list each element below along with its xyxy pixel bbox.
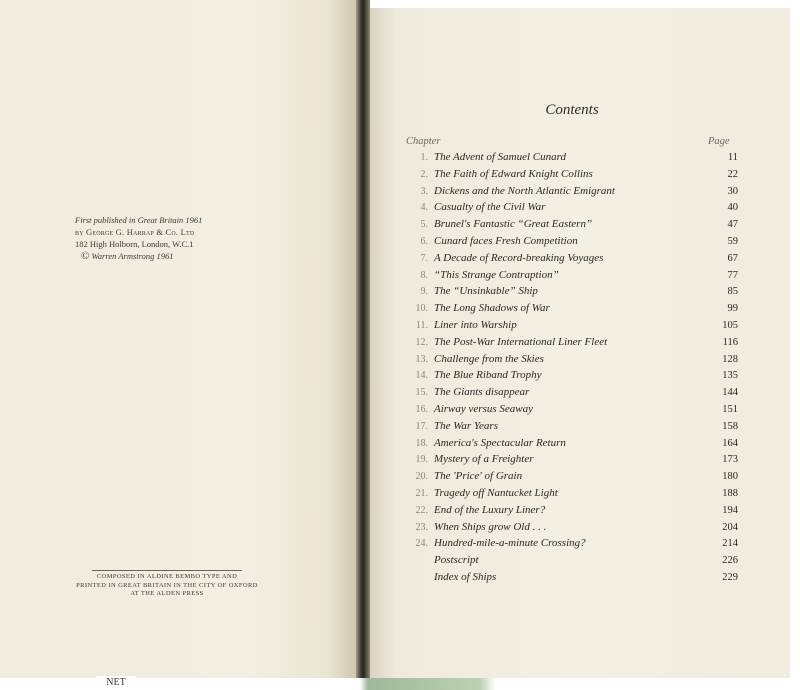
- toc-row: [398, 368, 738, 385]
- chapter-title: Casualty of the Civil War: [434, 201, 546, 214]
- page-number: 204: [722, 521, 738, 533]
- colophon-line-2: PRINTED IN GREAT BRITAIN IN THE CITY OF OXFORD: [76, 581, 258, 589]
- page-number: 214: [722, 538, 738, 550]
- toc-row: [398, 503, 738, 520]
- chapter-number: 16.: [415, 403, 428, 415]
- page-number: 229: [722, 571, 738, 583]
- toc-row: [398, 167, 738, 184]
- chapter-number: 10.: [415, 303, 428, 315]
- toc-row: [398, 452, 738, 469]
- copyright-icon: ©: [81, 250, 90, 262]
- chapter-number: 2.: [420, 168, 428, 180]
- chapter-number: 19.: [415, 454, 428, 466]
- chapter-number: 23.: [415, 521, 428, 533]
- chapter-title: Brunel's Fantastic “Great Eastern”: [434, 218, 593, 231]
- page-number: 144: [722, 387, 738, 399]
- chapter-title: Index of Ships: [434, 570, 497, 583]
- table-of-contents: [398, 150, 738, 587]
- toc-row: [398, 251, 738, 268]
- chapter-title: America's Spectacular Return: [434, 436, 566, 449]
- toc-row: [398, 536, 738, 553]
- chapter-number: 12.: [415, 336, 428, 348]
- chapter-title: The 'Price' of Grain: [434, 470, 523, 483]
- contents-title: Contents: [545, 102, 599, 118]
- copyright-line: [81, 250, 245, 262]
- page-number: 47: [727, 219, 738, 231]
- toc-row: [398, 436, 738, 453]
- toc-row: [398, 352, 738, 369]
- chapter-number: 17.: [415, 420, 428, 432]
- page-number: 226: [722, 555, 738, 567]
- page-number: 135: [722, 370, 738, 382]
- chapter-number: 13.: [415, 353, 428, 365]
- page-number: 40: [727, 202, 738, 214]
- chapter-number: 5.: [420, 219, 428, 231]
- chapter-number: 8.: [420, 269, 428, 281]
- chapter-title: A Decade of Record-breaking Voyages: [434, 251, 604, 264]
- page-number: 128: [722, 353, 738, 365]
- chapter-title: The Blue Riband Trophy: [434, 369, 542, 382]
- chapter-title: The Post-War International Liner Fleet: [434, 335, 608, 348]
- chapter-title: The “Unsinkable” Ship: [434, 285, 538, 298]
- page-number: 59: [727, 235, 738, 247]
- book-gutter: [356, 0, 370, 690]
- chapter-number: 3.: [420, 185, 428, 197]
- chapter-number: 4.: [420, 202, 428, 214]
- colophon: [62, 570, 272, 599]
- toc-row: [398, 520, 738, 537]
- chapter-number: 9.: [420, 286, 428, 298]
- toc-row: [398, 284, 738, 301]
- chapter-title: When Ships grow Old . . .: [434, 520, 547, 533]
- toc-row: [398, 200, 738, 217]
- toc-row: [398, 301, 738, 318]
- chapter-number: 18.: [415, 437, 428, 449]
- chapter-title: The War Years: [434, 419, 498, 432]
- page-number: 67: [727, 252, 738, 264]
- toc-row: [398, 234, 738, 251]
- chapter-title: Hundred-mile-a-minute Crossing?: [434, 537, 586, 550]
- chapter-title: Airway versus Seaway: [434, 402, 533, 415]
- chapter-title: Postscript: [434, 554, 479, 567]
- page-number: 85: [727, 286, 738, 298]
- chapter-title: The Giants disappear: [434, 386, 530, 399]
- colophon-line-3: AT THE ALDEN PRESS: [130, 590, 204, 597]
- publisher-line: by George G. Harrap & Co. Ltd: [75, 227, 195, 237]
- page-number: 164: [722, 437, 738, 449]
- toc-row: [398, 217, 738, 234]
- imprint-block: [75, 214, 245, 262]
- chapter-number: 7.: [420, 252, 428, 264]
- copyright-holder: Warren Armstrong 1961: [91, 251, 174, 261]
- toc-row: [398, 553, 738, 570]
- chapter-number: 21.: [415, 487, 428, 499]
- chapter-title: End of the Luxury Liner?: [434, 503, 546, 516]
- chapter-title: Dickens and the North Atlantic Emigrant: [434, 184, 615, 197]
- chapter-title: Cunard faces Fresh Competition: [434, 234, 578, 247]
- chapter-title: Challenge from the Skies: [434, 352, 544, 365]
- toc-row: [398, 385, 738, 402]
- toc-row: [398, 318, 738, 335]
- toc-row: [398, 419, 738, 436]
- bottom-fragment: NET: [96, 676, 136, 690]
- chapter-number: 11.: [415, 319, 428, 331]
- chapter-title: The Advent of Samuel Cunard: [434, 151, 566, 163]
- toc-row: [398, 150, 738, 167]
- page-number: 151: [722, 403, 738, 415]
- page-number: 116: [722, 336, 738, 348]
- chapter-title: The Long Shadows of War: [434, 302, 550, 315]
- page-number: 194: [722, 504, 738, 516]
- chapter-number: 20.: [415, 471, 428, 483]
- page-number: 173: [722, 454, 738, 466]
- chapter-number: 1.: [420, 152, 428, 163]
- page-number: 30: [727, 185, 738, 197]
- toc-row: [398, 184, 738, 201]
- toc-row: [398, 268, 738, 285]
- chapter-number: 14.: [415, 370, 428, 382]
- toc-row: [398, 469, 738, 486]
- colophon-rule: [92, 570, 242, 571]
- page-number: 77: [727, 269, 738, 281]
- page-number: 22: [727, 168, 738, 180]
- toc-row: [398, 335, 738, 352]
- page-number: 158: [722, 420, 738, 432]
- page-column-header: Page: [708, 136, 730, 147]
- toc-row: [398, 570, 738, 587]
- chapter-number: 15.: [415, 387, 428, 399]
- page-number: 180: [722, 471, 738, 483]
- chapter-title: The Faith of Edward Knight Collins: [434, 167, 593, 180]
- colophon-line-1: COMPOSED IN ALDINE BEMBO TYPE AND: [96, 573, 238, 580]
- chapter-title: Mystery of a Freighter: [434, 453, 534, 466]
- page-number: 188: [722, 487, 738, 499]
- chapter-title: Liner into Warship: [434, 318, 517, 331]
- chapter-title: “This Strange Contraption”: [434, 268, 559, 281]
- toc-row: [398, 486, 738, 503]
- page-number: 105: [722, 319, 738, 331]
- page-number: 11: [727, 152, 738, 163]
- toc-row: [398, 402, 738, 419]
- chapter-column-header: Chapter: [406, 136, 441, 147]
- page-number: 99: [727, 303, 738, 315]
- chapter-number: 24.: [415, 538, 428, 550]
- address-line: 182 High Holborn, London, W.C.1: [75, 239, 194, 249]
- first-published-line: First published in Great Britain 1961: [75, 215, 203, 225]
- chapter-title: Tragedy off Nantucket Light: [434, 486, 558, 499]
- page-edge: [790, 0, 800, 690]
- chapter-number: 6.: [420, 235, 428, 247]
- chapter-number: 22.: [415, 504, 428, 516]
